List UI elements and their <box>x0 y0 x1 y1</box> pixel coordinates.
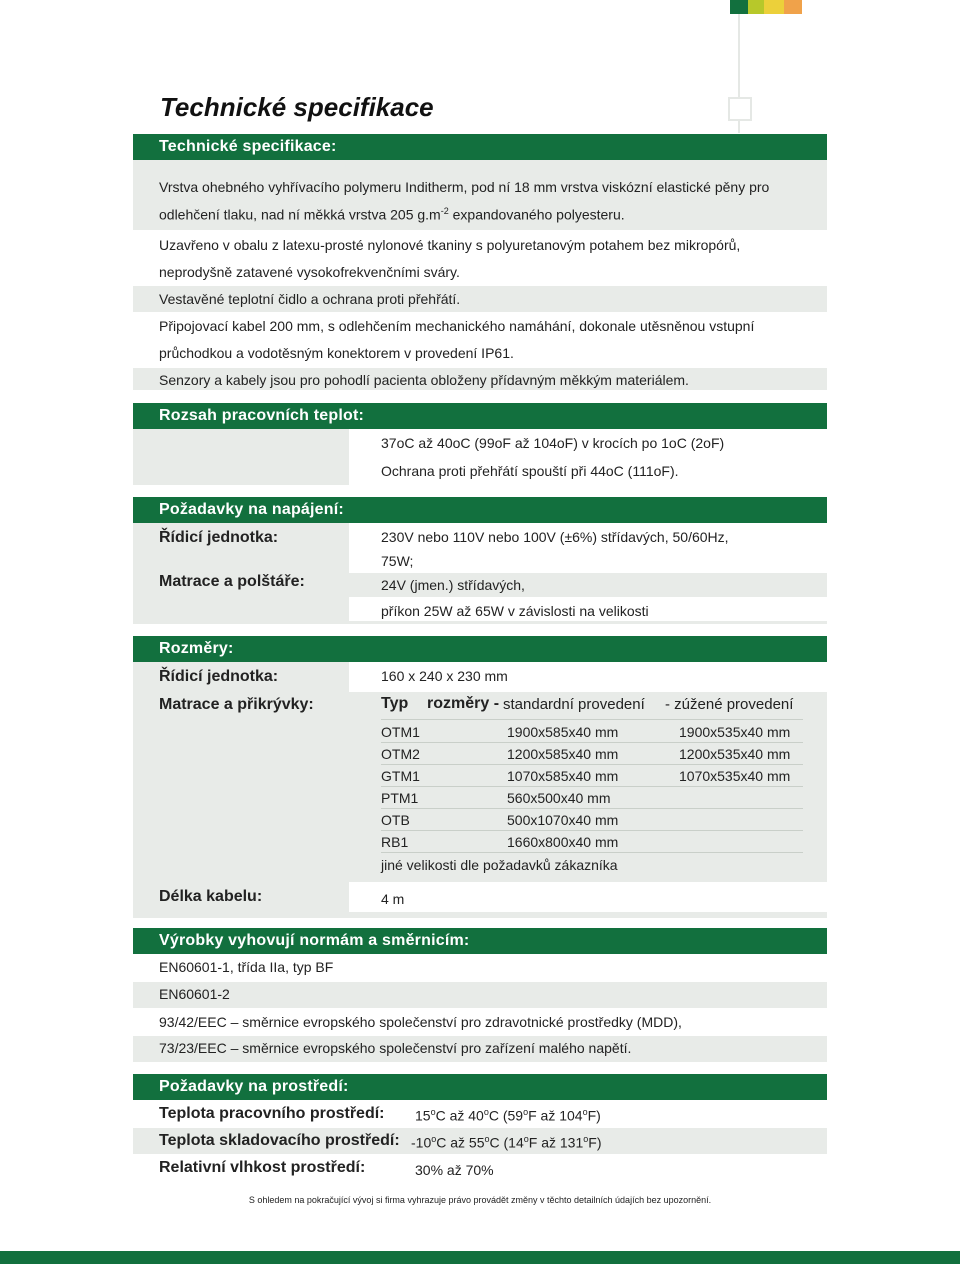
dims-std: 1200x585x40 mm <box>507 746 619 762</box>
dims-col-type: Typ <box>381 695 409 712</box>
env-work-label: Teplota pracovního prostředí: <box>159 1105 385 1122</box>
env-humidity-value: 30% až 70% <box>415 1162 494 1178</box>
dims-narrow: 1070x535x40 mm <box>679 768 791 784</box>
power-control-label: Řídicí jednotka: <box>159 529 279 546</box>
power-mattress-value-2: příkon 25W až 65W v závislosti na velikosti <box>381 603 649 619</box>
dims-std: 500x1070x40 mm <box>507 812 619 828</box>
power-mattress-label: Matrace a polštáře: <box>159 573 305 590</box>
dims-control-label: Řídicí jednotka: <box>159 668 279 685</box>
dims-col-dims: rozměry - <box>427 695 500 712</box>
decor-line <box>738 14 740 100</box>
spec-para2-line2: neprodyšně zatavené vysokofrekvenčními sváry. <box>159 264 460 280</box>
environment-header: Požadavky na prostředí: <box>133 1074 827 1100</box>
dims-std: 1070x585x40 mm <box>507 768 619 784</box>
power-control-value-1: 230V nebo 110V nebo 100V (±6%) střídavých, 50/60Hz, <box>381 529 729 545</box>
dims-std: 1660x800x40 mm <box>507 834 619 850</box>
spec-para1-line2: odlehčení tlaku, nad ní měkká vrstva 205 $g.m^{-2}$ expandovaného polyesteru. <box>159 206 625 223</box>
dims-col-std: standardní provedení <box>503 696 645 713</box>
dims-std: 560x500x40 mm <box>507 790 611 806</box>
norms-section <box>133 928 827 1062</box>
spec-header: Technické specifikace: <box>133 134 827 160</box>
dims-type: OTB <box>381 812 410 828</box>
power-header: Požadavky na napájení: <box>133 497 827 523</box>
spec-para5: Senzory a kabely jsou pro pohodlí pacienta obloženy přídavným měkkým materiálem. <box>159 372 689 388</box>
dims-type: OTM2 <box>381 746 420 762</box>
power-section <box>133 497 827 624</box>
environment-section <box>133 1074 827 1180</box>
dims-narrow: 1200x535x40 mm <box>679 746 791 762</box>
temperature-line2: Ochrana proti přehřátí spouští při 44oC (111oF). <box>381 463 679 479</box>
spec-para4-line1: Připojovací kabel 200 mm, s odlehčením mechanického namáhání, dokonale utěsněnou vstupní <box>159 318 755 334</box>
env-humidity-label: Relativní vlhkost prostředí: <box>159 1159 366 1176</box>
temperature-section <box>133 403 827 485</box>
decor-square <box>728 97 752 121</box>
dims-other: jiné velikosti dle požadavků zákazníka <box>381 857 618 873</box>
dims-type: RB1 <box>381 834 409 850</box>
temperature-header: Rozsah pracovních teplot: <box>133 403 827 429</box>
spec-para1-line1: Vrstva ohebného vyhřívacího polymeru Inditherm, pod ní 18 mm vrstva viskózní elastické pěny pro <box>159 179 770 195</box>
norms-header: Výrobky vyhovují normám a směrnicím: <box>133 928 827 954</box>
norm-item: 73/23/EEC – směrnice evropského společenství pro zařízení malého napětí. <box>159 1040 632 1056</box>
decor-line <box>738 121 740 133</box>
dims-mattress-label: Matrace a přikrývky: <box>159 696 314 713</box>
color-strip-green <box>730 0 748 14</box>
spec-section <box>133 134 827 390</box>
norm-item: EN60601-1, třída IIa, typ BF <box>159 959 334 975</box>
dims-type: GTM1 <box>381 768 420 784</box>
dims-cable-label: Délka kabelu: <box>159 888 263 905</box>
spec-para2-line1: Uzavřeno v obalu z latexu-prosté nylonové tkaniny s polyuretanovým potahem bez mikropórů, <box>159 237 741 253</box>
color-strip-orange <box>784 0 802 14</box>
power-mattress-value-1: 24V (jmen.) střídavých, <box>381 577 525 593</box>
color-strip-yellow <box>764 0 784 14</box>
dimensions-header: Rozměry: <box>133 636 827 662</box>
norm-item: 93/42/EEC – směrnice evropského společenství pro zdravotnické prostředky (MDD), <box>159 1014 682 1030</box>
env-store-value: -10$^o$C až 55$^o$C (14$^o$F až 131$^o$F) <box>411 1134 602 1151</box>
dims-type: PTM1 <box>381 790 419 806</box>
power-control-value-2: 75W; <box>381 553 414 569</box>
spec-para3: Vestavěné teplotní čidlo a ochrana proti přehřátí. <box>159 291 461 307</box>
dims-cable-value: 4 m <box>381 891 405 907</box>
env-store-label: Teplota skladovacího prostředí: <box>159 1132 400 1149</box>
dims-std: 1900x585x40 mm <box>507 724 619 740</box>
temperature-line1: 37oC až 40oC (99oF až 104oF) v krocích po 1oC (2oF) <box>381 435 725 451</box>
norm-item: EN60601-2 <box>159 986 230 1002</box>
dims-control-value: 160 x 240 x 230 mm <box>381 668 508 684</box>
footer-note: S ohledem na pokračující vývoj si firma vyhrazuje právo provádět změny v těchto detailních údajích bez upozornění. <box>248 1195 712 1205</box>
color-strip-lime <box>748 0 764 14</box>
dims-narrow: 1900x535x40 mm <box>679 724 791 740</box>
page-title: Technické specifikace <box>160 92 434 122</box>
dims-col-narrow: - zúžené provedení <box>665 696 794 713</box>
spec-para4-line2: průchodkou a vodotěsným konektorem v provedení IP61. <box>159 345 514 361</box>
dimensions-section <box>133 636 827 918</box>
bottom-bar <box>0 1251 960 1264</box>
env-work-value: 15$^o$C až 40$^o$C (59$^o$F až 104$^o$F) <box>415 1107 601 1124</box>
dims-type: OTM1 <box>381 724 420 740</box>
